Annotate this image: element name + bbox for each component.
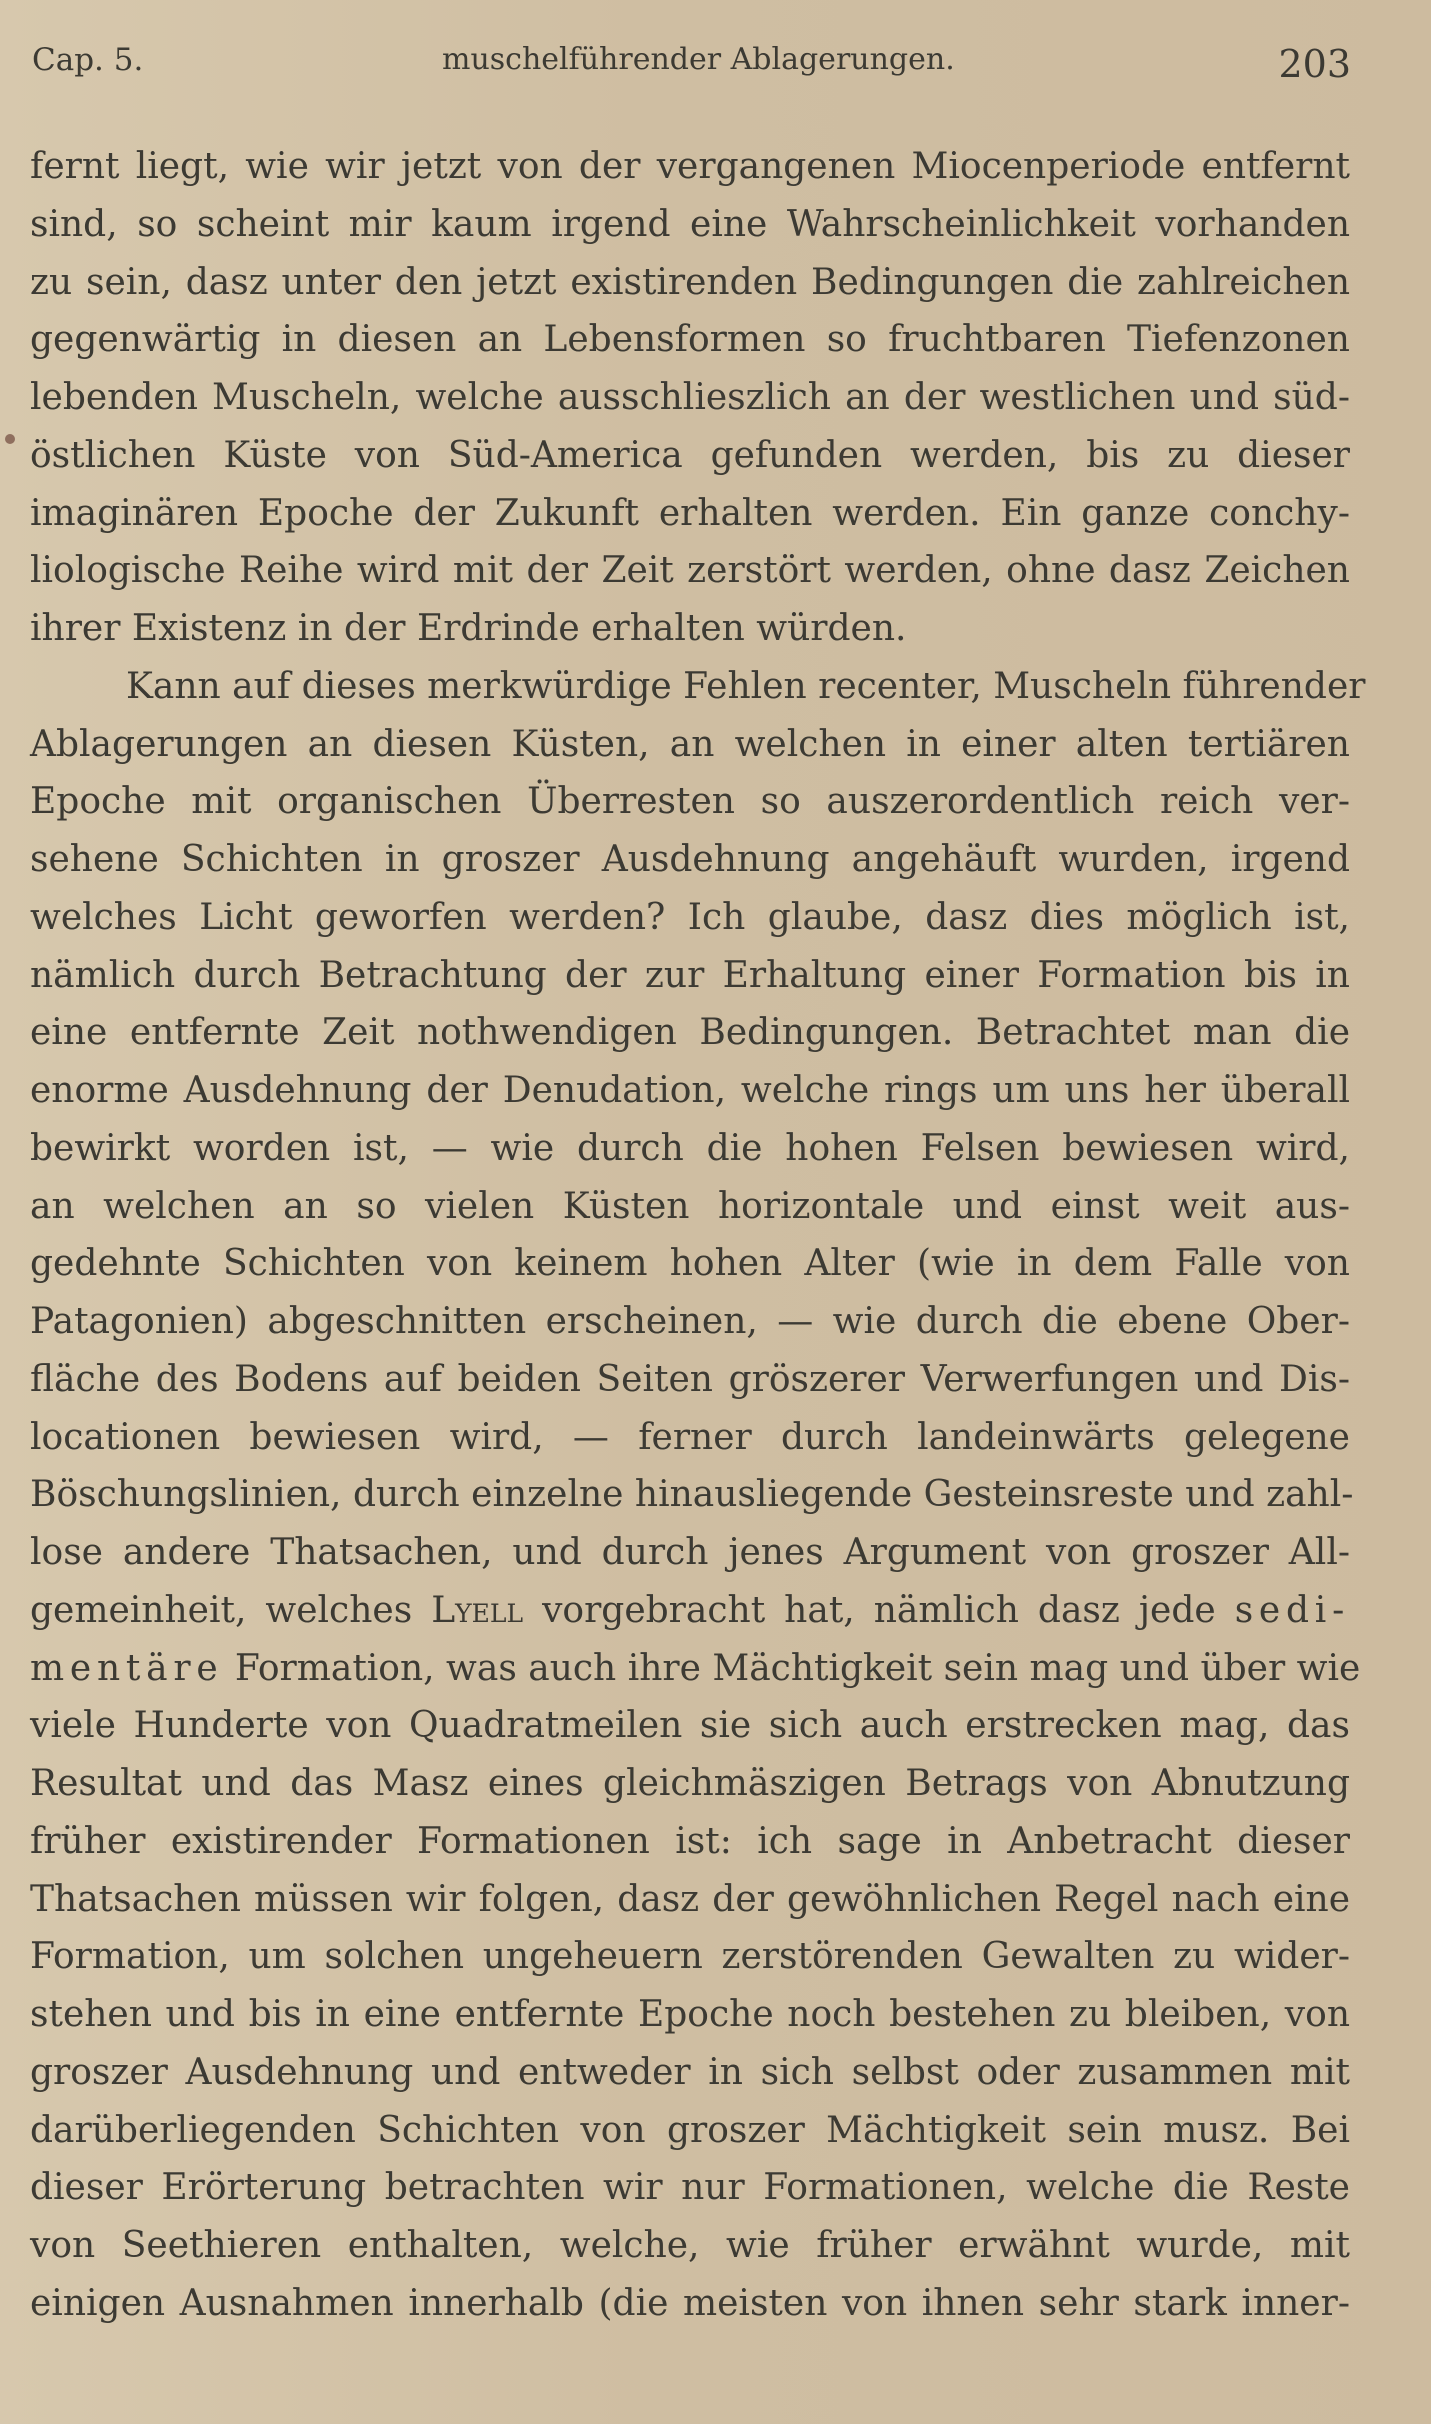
text-line: bewirkt worden ist, — wie durch die hohen Felsen bewiesen wird, <box>30 1127 1350 1169</box>
text-line: lose andere Thatsachen, und durch jenes Argument von groszer All- <box>30 1532 1350 1573</box>
text-line: enorme Ausdehnung der Denudation, welche rings um uns her überall <box>30 1070 1350 1111</box>
text-line: an welchen an so vielen Küsten horizontale und einst weit aus- <box>30 1185 1350 1227</box>
text-line: Kann auf dieses merkwürdige Fehlen recenter, Muscheln führender <box>126 665 1366 707</box>
text-line <box>30 1582 1350 1640</box>
emphasized-word: sedi- <box>1234 1589 1350 1631</box>
text-line: fläche des Bodens auf beiden Seiten gröszerer Verwerfungen und Dis- <box>30 1358 1350 1400</box>
text-line: Resultat und das Masz eines gleichmäszigen Betrags von Abnutzung <box>30 1763 1350 1804</box>
text-line: Böschungslinien, durch einzelne hinausliegende Gesteinsreste und zahl- <box>30 1474 1354 1516</box>
text-line: sehene Schichten in groszer Ausdehnung angehäuft wurden, irgend <box>30 839 1350 880</box>
text-line: imaginären Epoche der Zukunft erhalten werden. Ein ganze conchy- <box>30 492 1350 534</box>
margin-dot <box>5 434 15 444</box>
chapter-label: Cap. 5. <box>32 42 144 78</box>
body-text <box>30 138 1366 2333</box>
text-line: einigen Ausnahmen innerhalb (die meisten von ihnen sehr stark inner- <box>30 2282 1350 2324</box>
text-line: lebenden Muscheln, welche ausschlieszlich an der westlichen und süd- <box>30 377 1350 418</box>
text-line: stehen und bis in eine entfernte Epoche noch bestehen zu bleiben, von <box>30 1994 1350 2035</box>
text-line: früher existirender Formationen ist: ich sage in Anbetracht dieser <box>30 1820 1350 1862</box>
text-line: ihrer Existenz in der Erdrinde erhalten würden. <box>30 608 907 649</box>
text-line: Ablagerungen an diesen Küsten, an welchen in einer alten tertiären <box>30 723 1350 765</box>
text-line: locationen bewiesen wird, — ferner durch landeinwärts gelegene <box>30 1416 1350 1458</box>
text-line: zu sein, dasz unter den jetzt existirenden Bedingungen die zahlreichen <box>30 261 1350 303</box>
text-line: Patagonien) abgeschnitten erscheinen, — wie durch die ebene Ober- <box>30 1301 1350 1342</box>
page-number: 203 <box>1278 42 1351 86</box>
text-line: Thatsachen müssen wir folgen, dasz der gewöhnlichen Regel nach eine <box>30 1878 1350 1920</box>
running-title: muschelführender Ablagerungen. <box>442 42 955 77</box>
text-line: Epoche mit organischen Überresten so auszerordentlich reich ver- <box>30 781 1350 823</box>
text-line: eine entfernte Zeit nothwendigen Bedingungen. Betrachtet man die <box>30 1012 1350 1054</box>
running-head <box>32 42 1351 92</box>
text-line: liologische Reihe wird mit der Zeit zerstört werden, ohne dasz Zeichen <box>30 550 1350 592</box>
text-line: welches Licht geworfen werden? Ich glaube, dasz dies möglich ist, <box>30 896 1350 938</box>
line-text: Formation, was auch ihre Mächtigkeit sein mag und über wie <box>223 1647 1361 1689</box>
text-line: gedehnte Schichten von keinem hohen Alter (wie in dem Falle von <box>30 1243 1350 1285</box>
emphasized-word: mentäre <box>30 1647 224 1689</box>
text-line: Formation, um solchen ungeheuern zerstörenden Gewalten zu wider- <box>30 1936 1350 1978</box>
text-line: östlichen Küste von Süd-America gefunden werden, bis zu dieser <box>30 434 1350 476</box>
author-name: Lyell <box>431 1589 524 1631</box>
text-line: fernt liegt, wie wir jetzt von der vergangenen Miocenperiode entfernt <box>30 146 1350 187</box>
text-line: viele Hunderte von Quadratmeilen sie sich auch erstrecken mag, das <box>30 1705 1350 1747</box>
line-text: vorgebracht hat, nämlich dasz jede <box>523 1589 1235 1631</box>
text-line: sind, so scheint mir kaum irgend eine Wahrscheinlichkeit vorhanden <box>30 203 1350 245</box>
text-line: darüberliegenden Schichten von groszer Mächtigkeit sein musz. Bei <box>30 2109 1350 2151</box>
text-line: dieser Erörterung betrachten wir nur Formationen, welche die Reste <box>30 2167 1350 2209</box>
text-line: groszer Ausdehnung und entweder in sich selbst oder zusammen mit <box>30 2051 1350 2093</box>
line-text: gemeinheit, welches <box>30 1589 432 1631</box>
text-line: gegenwärtig in diesen an Lebensformen so fruchtbaren Tiefenzonen <box>30 319 1350 361</box>
text-line <box>30 1640 1361 1698</box>
text-line: nämlich durch Betrachtung der zur Erhaltung einer Formation bis in <box>30 954 1350 996</box>
text-line: von Seethieren enthalten, welche, wie früher erwähnt wurde, mit <box>30 2225 1350 2266</box>
